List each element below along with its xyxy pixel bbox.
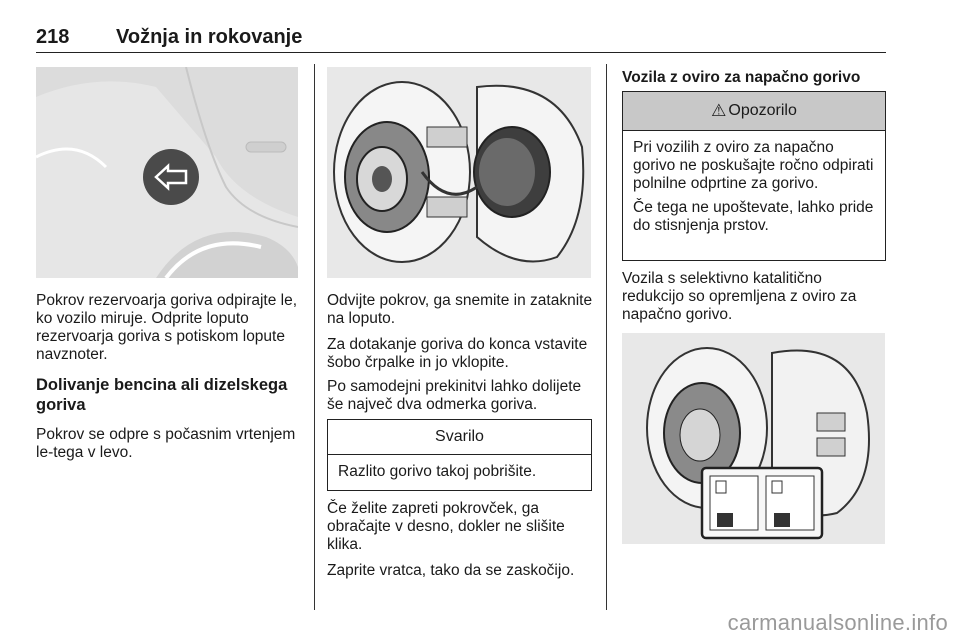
warning-body <box>623 131 885 249</box>
paragraph-scr-vehicles: Vozila s selektivno katalitično redukcijo so opremljena z oviro za napačno gorivo. <box>622 270 857 323</box>
warning-box <box>622 91 886 261</box>
warning-title: Opozorilo <box>728 102 797 119</box>
column-divider-2 <box>606 64 607 610</box>
page-number: 218 <box>36 26 70 48</box>
heading-refuel: Dolivanje bencina ali dizelskega goriva <box>36 376 288 414</box>
fuel-door-closed-illustration <box>36 67 298 278</box>
warning-header <box>623 92 885 131</box>
page-title: Vožnja in rokovanje <box>116 26 303 48</box>
heading-misfuel-barrier: Vozila z oviro za napačno gorivo <box>622 69 861 86</box>
warning-text-2: Če tega ne upoštevate, lahko pride do stisnjenja prstov. <box>633 199 874 234</box>
warning-text-1: Pri vozilih z oviro za napačno gorivo ne poskušajte ročno odpirati polnilne odprtine za gorivo. <box>633 139 874 192</box>
notice-text: Razlito gorivo takoj pobrišite. <box>338 463 537 480</box>
paragraph-open-fuel-door: Pokrov rezervoarja goriva odpirajte le, ko vozilo miruje. Odprite loputo rezervoarja goriva s potiskom lopute navznoter. <box>36 292 298 363</box>
paragraph-cap-open: Pokrov se odpre s počasnim vrtenjem le-tega v levo. <box>36 426 296 461</box>
paragraph-close-door: Zaprite vratca, tako da se zaskočijo. <box>327 562 575 579</box>
column-divider-1 <box>314 64 315 610</box>
watermark: carmanualsonline.info <box>727 610 948 635</box>
notice-box <box>327 419 592 491</box>
notice-title: Svarilo <box>328 420 591 455</box>
paragraph-top-up: Po samodejni prekinitvi lahko dolijete še največ dva odmerka goriva. <box>327 378 582 413</box>
fuel-cap-open-illustration <box>327 67 591 278</box>
warning-icon: ⚠ <box>711 101 727 120</box>
paragraph-close-cap: Če želite zapreti pokrovček, ga obračajte v desno, dokler ne slišite klika. <box>327 500 565 553</box>
misfuel-inhibitor-illustration <box>622 333 885 544</box>
paragraph-insert-nozzle: Za dotakanje goriva do konca vstavite šobo črpalke in jo vklopite. <box>327 336 588 371</box>
paragraph-remove-cap: Odvijte pokrov, ga snemite in zataknite na loputo. <box>327 292 593 327</box>
page-header <box>36 22 886 53</box>
